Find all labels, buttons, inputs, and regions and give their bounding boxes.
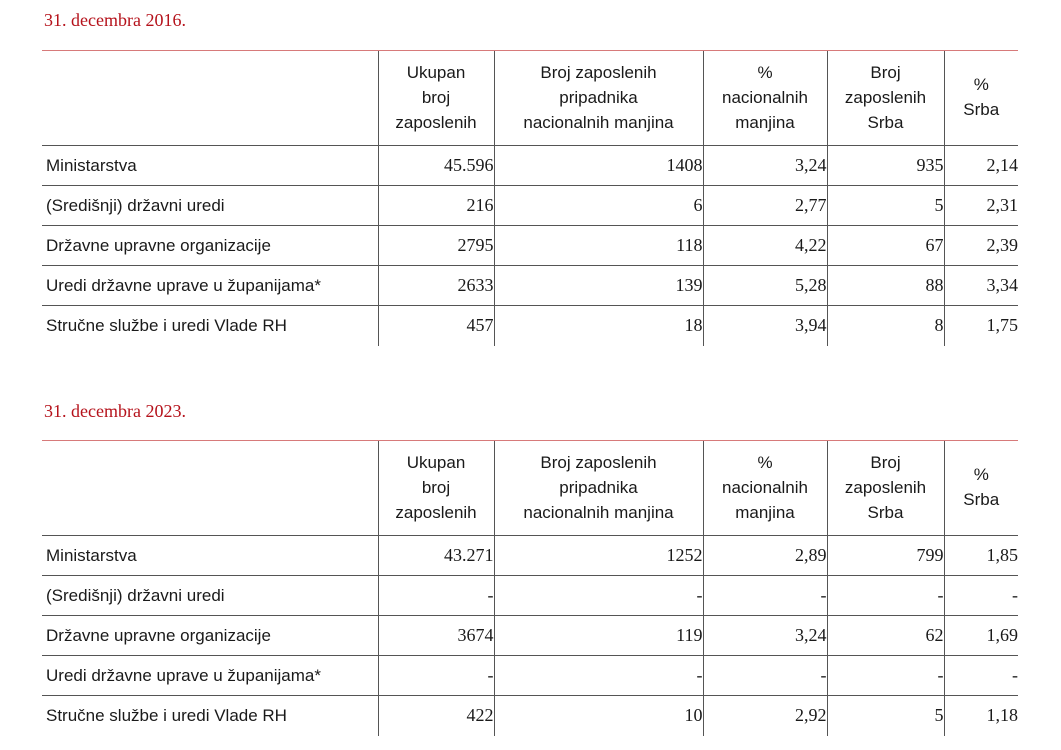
row-label: Državne upravne organizacije (42, 616, 378, 656)
header-serb-percent: % Srba (944, 51, 1018, 146)
cell-total: - (378, 576, 494, 616)
row-label: Uredi državne uprave u županijama* (42, 266, 378, 306)
header-total-employees: Ukupan broj zaposlenih (378, 51, 494, 146)
header-serb-employees: Broj zaposlenih Srba (827, 51, 944, 146)
header-minority-percent: % nacionalnih manjina (703, 441, 827, 536)
cell-serbs-percent: - (944, 576, 1018, 616)
row-label: (Središnji) državni uredi (42, 186, 378, 226)
row-label: Stručne službe i uredi Vlade RH (42, 306, 378, 346)
cell-minority-percent: 5,28 (703, 266, 827, 306)
cell-total: - (378, 656, 494, 696)
cell-minority-percent: 3,24 (703, 616, 827, 656)
cell-minority-percent: 2,89 (703, 536, 827, 576)
header-serb-percent: % Srba (944, 441, 1018, 536)
cell-serbs: 67 (827, 226, 944, 266)
header-row (42, 441, 1018, 536)
cell-serbs-percent: 1,69 (944, 616, 1018, 656)
table-row (42, 226, 1018, 266)
row-label: Ministarstva (42, 536, 378, 576)
cell-minority: 118 (494, 226, 703, 266)
cell-minority: - (494, 576, 703, 616)
cell-serbs-percent: 3,34 (944, 266, 1018, 306)
cell-total: 45.596 (378, 146, 494, 186)
cell-minority: 6 (494, 186, 703, 226)
employment-table-2016 (42, 50, 1018, 346)
header-minority-employees: Broj zaposlenih pripadnika nacionalnih manjina (494, 441, 703, 536)
table-row (42, 536, 1018, 576)
cell-serbs: 799 (827, 536, 944, 576)
cell-total: 422 (378, 696, 494, 736)
table-row (42, 656, 1018, 696)
cell-minority-percent: 2,77 (703, 186, 827, 226)
section-title-2016: 31. decembra 2016. (44, 10, 186, 30)
cell-minority: - (494, 656, 703, 696)
row-label: Ministarstva (42, 146, 378, 186)
header-minority-percent: % nacionalnih manjina (703, 51, 827, 146)
cell-minority: 18 (494, 306, 703, 346)
header-minority-employees: Broj zaposlenih pripadnika nacionalnih manjina (494, 51, 703, 146)
cell-serbs-percent: 1,18 (944, 696, 1018, 736)
cell-minority-percent: 2,92 (703, 696, 827, 736)
table-row (42, 576, 1018, 616)
cell-serbs: 5 (827, 696, 944, 736)
header-total-employees: Ukupan broj zaposlenih (378, 441, 494, 536)
cell-minority-percent: - (703, 576, 827, 616)
cell-serbs: 5 (827, 186, 944, 226)
cell-serbs-percent: 2,14 (944, 146, 1018, 186)
cell-minority-percent: 4,22 (703, 226, 827, 266)
cell-minority-percent: 3,94 (703, 306, 827, 346)
header-blank (42, 441, 378, 536)
cell-serbs: 62 (827, 616, 944, 656)
cell-serbs: - (827, 576, 944, 616)
cell-minority: 139 (494, 266, 703, 306)
cell-minority-percent: - (703, 656, 827, 696)
header-blank (42, 51, 378, 146)
cell-serbs-percent: 1,75 (944, 306, 1018, 346)
row-label: Uredi državne uprave u županijama* (42, 656, 378, 696)
row-label: Stručne službe i uredi Vlade RH (42, 696, 378, 736)
table-row (42, 616, 1018, 656)
cell-serbs-percent: 1,85 (944, 536, 1018, 576)
row-label: (Središnji) državni uredi (42, 576, 378, 616)
table-row (42, 146, 1018, 186)
cell-serbs: 8 (827, 306, 944, 346)
cell-total: 2633 (378, 266, 494, 306)
cell-total: 2795 (378, 226, 494, 266)
table-row (42, 266, 1018, 306)
cell-total: 43.271 (378, 536, 494, 576)
section-title-2023: 31. decembra 2023. (44, 401, 186, 421)
cell-total: 216 (378, 186, 494, 226)
table-row (42, 696, 1018, 736)
employment-table-2023 (42, 440, 1018, 736)
cell-minority: 1252 (494, 536, 703, 576)
table-row (42, 186, 1018, 226)
header-serb-employees: Broj zaposlenih Srba (827, 441, 944, 536)
cell-minority-percent: 3,24 (703, 146, 827, 186)
header-row (42, 51, 1018, 146)
cell-serbs: 935 (827, 146, 944, 186)
cell-minority: 119 (494, 616, 703, 656)
cell-serbs-percent: - (944, 656, 1018, 696)
row-label: Državne upravne organizacije (42, 226, 378, 266)
cell-minority: 10 (494, 696, 703, 736)
cell-serbs-percent: 2,31 (944, 186, 1018, 226)
cell-serbs: 88 (827, 266, 944, 306)
table-row (42, 306, 1018, 346)
cell-minority: 1408 (494, 146, 703, 186)
cell-serbs: - (827, 656, 944, 696)
cell-serbs-percent: 2,39 (944, 226, 1018, 266)
cell-total: 3674 (378, 616, 494, 656)
cell-total: 457 (378, 306, 494, 346)
